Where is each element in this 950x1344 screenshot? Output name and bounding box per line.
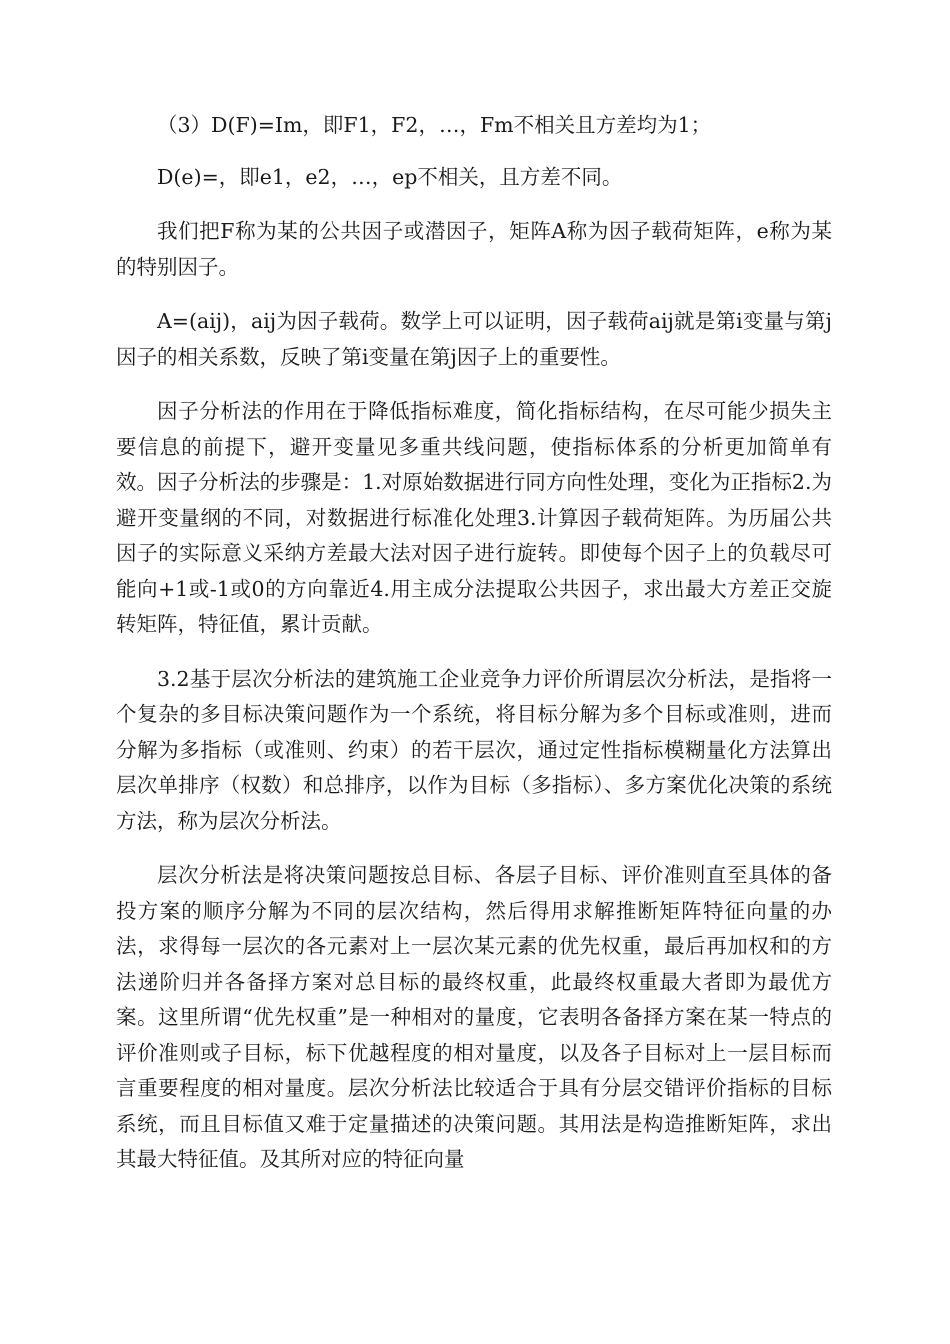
paragraph-factor-analysis-steps: 因子分析法的作用在于降低指标难度，简化指标结构，在尽可能少损失主要信息的前提下，避开变量见多重共线问题，使指标体系的分析更加简单有效。因子分析法的步骤是：1.对原始数据进行同方向性处理，变化为正指标2.为避开变量纲的不同，对数据进行标准化处理3.计算因子载荷矩阵。为历届公共因子的实际意义采纳方差最大法对因子进行旋转。即使每个因子上的负载尽可能向+1或-1或0的方向靠近4.用主成分法提取公共因子，求出最大方差正交旋转矩阵，特征值，累计贡献。 — [116, 399, 832, 636]
paragraph-ahp-definition: 3.2基于层次分析法的建筑施工企业竞争力评价所谓层次分析法，是指将一个复杂的多目标决策问题作为一个系统，将目标分解为多个目标或准则，进而分解为多指标（或准则、约束）的若干层次，通过定性指标模糊量化方法算出层次单排序（权数）和总排序，以作为目标（多指标）、多方案优化决策的系统方法，称为层次分析法。 — [116, 666, 832, 833]
document-body — [116, 108, 832, 1197]
paragraph-common-factor: 我们把F称为某的公共因子或潜因子，矩阵A称为因子载荷矩阵，e称为某的特别因子。 — [116, 219, 832, 279]
paragraph-error-variance: D(e)=，即e1，e2，…，ep不相关，且方差不同。 — [157, 164, 623, 189]
paragraph-factor-loading: A=(aij)，aij为因子载荷。数学上可以证明，因子载荷aij就是第i变量与第j因子的相关系数，反映了第i变量在第j因子上的重要性。 — [116, 309, 832, 369]
paragraph-condition-3: （3）D(F)=Im，即F1，F2，…，Fm不相关且方差均为1； — [157, 113, 712, 137]
paragraph-ahp-method: 层次分析法是将决策问题按总目标、各层子目标、评价准则直至具体的备投方案的顺序分解为不同的层次结构，然后得用求解推断矩阵特征向量的办法，求得每一层次的各元素对上一层次某元素的优先权重，最后再加权和的方法递阶归并各备择方案对总目标的最终权重，此最终权重最大者即为最优方案。这里所谓“优先权重”是一种相对的量度，它表明各备择方案在某一特点的评价准则或子目标，标下优越程度的相对量度，以及各子目标对上一层目标而言重要程度的相对量度。层次分析法比较适合于具有分层交错评价指标的目标系统，而且目标值又难于定量描述的决策问题。其用法是构造推断矩阵，求出其最大特征值。及其所对应的特征向量 — [116, 863, 832, 1171]
